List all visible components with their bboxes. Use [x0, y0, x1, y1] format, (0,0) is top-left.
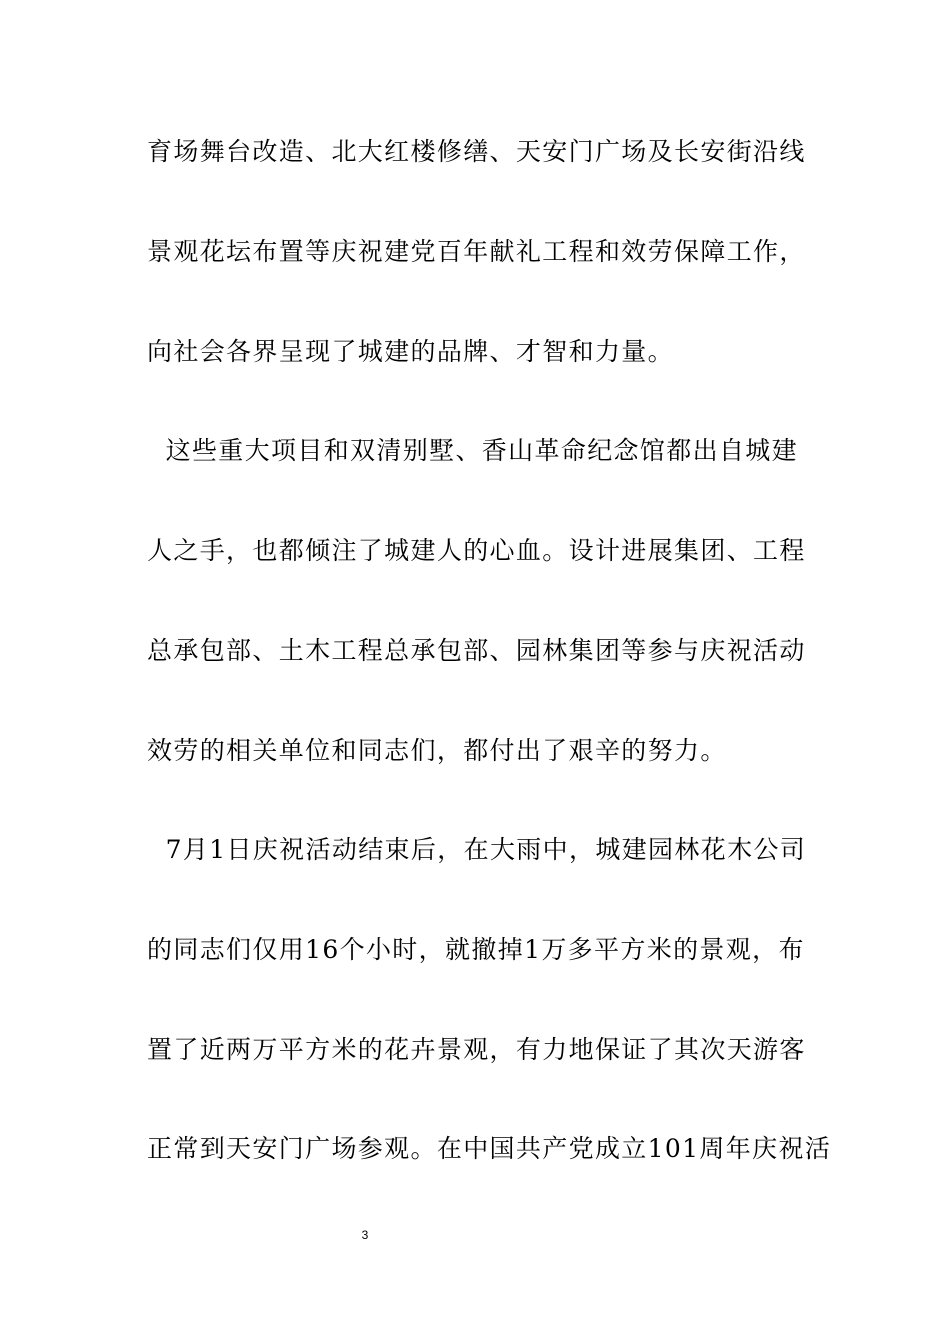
text-line-9: 的同志们仅用16个小时，就撤掉1万多平方米的景观，布	[147, 935, 805, 964]
text-line-11: 正常到天安门广场参观。在中国共产党成立101周年庆祝活	[147, 1134, 832, 1163]
text-line-6: 总承包部、土木工程总承包部、园林集团等参与庆祝活动	[147, 636, 806, 665]
text-line-2: 景观花坛布置等庆祝建党百年献礼工程和效劳保障工作，	[147, 237, 806, 266]
text-line-3: 向社会各界呈现了城建的品牌、才智和力量。	[147, 337, 675, 366]
text-line-8: 7月1日庆祝活动结束后，在大雨中，城建园林花木公司	[147, 835, 807, 864]
page-number: 3	[361, 1228, 369, 1242]
text-line-1: 育场舞台改造、北大红楼修缮、天安门广场及长安街沿线	[147, 137, 806, 166]
text-line-5: 人之手，也都倾注了城建人的心血。设计进展集团、工程	[147, 536, 806, 565]
text-line-7: 效劳的相关单位和同志们，都付出了艰辛的努力。	[147, 736, 727, 765]
text-line-10: 置了近两万平方米的花卉景观，有力地保证了其次天游客	[147, 1035, 806, 1064]
text-line-4: 这些重大项目和双清别墅、香山革命纪念馆都出自城建	[147, 436, 798, 465]
